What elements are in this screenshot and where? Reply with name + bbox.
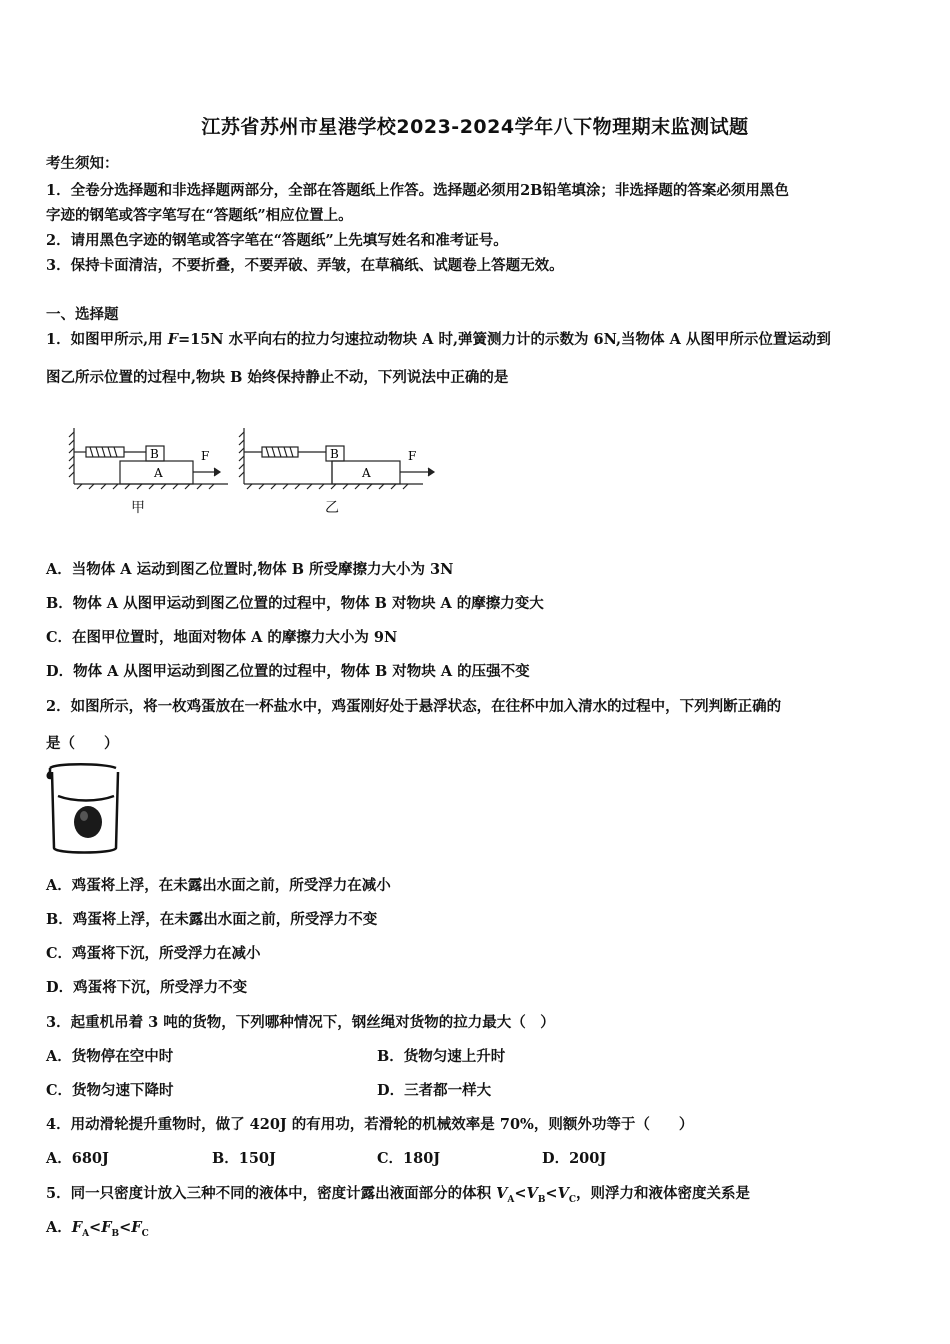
q4-option-b: B．150J — [212, 1150, 276, 1167]
figure-caption-jia: 甲 — [131, 500, 145, 516]
q2-option-d: D．鸡蛋将下沉，所受浮力不变 — [46, 979, 248, 996]
beaker-egg-figure — [44, 762, 126, 860]
q1-option-b: B．物体 A 从图甲运动到图乙位置的过程中，物体 B 对物块 A 的摩擦力变大 — [46, 595, 544, 612]
notice-item: 3．保持卡面清洁，不要折叠，不要弄破、弄皱，在草稿纸、试题卷上答题无效。 — [46, 257, 564, 274]
q2-option-c: C．鸡蛋将下沉，所受浮力在减小 — [46, 945, 261, 962]
q4-option-d: D．200J — [542, 1150, 607, 1167]
q1-option-a: A．当物体 A 运动到图乙位置时,物体 B 所受摩擦力大小为 3N — [46, 561, 454, 578]
q5-option-a: A．$F_A<F_B<F_C$ — [46, 1219, 149, 1239]
q2-stem-line1: 2．如图所示，将一枚鸡蛋放在一杯盐水中，鸡蛋刚好处于悬浮状态，在往杯中加入清水的过程中，下列判断正确的 — [46, 698, 782, 715]
q1-option-d: D．物体 A 从图甲运动到图乙位置的过程中，物体 B 对物块 A 的压强不变 — [46, 663, 530, 680]
label-a: A — [154, 466, 163, 480]
q4-stem: 4．用动滑轮提升重物时，做了 420J 的有用功，若滑轮的机械效率是 70%，则额外功等于（ ） — [46, 1116, 694, 1133]
q3-option-c: C．货物匀速下降时 — [46, 1082, 174, 1099]
q5-stem: 5．同一只密度计放入三种不同的液体中，密度计露出液面部分的体积 $V_A<V_B<V_C$，则浮力和液体密度关系是 — [46, 1185, 751, 1205]
q2-option-b: B．鸡蛋将上浮，在未露出水面之前，所受浮力不变 — [46, 911, 378, 928]
notice-item: 字迹的钢笔或答字笔写在“答题纸”相应位置上。 — [46, 207, 353, 224]
figure-caption-yi: 乙 — [325, 500, 339, 516]
q1-stem-line2: 图乙所示位置的过程中,物块 B 始终保持静止不动，下列说法中正确的是 — [46, 369, 509, 386]
q1-figure-yi — [238, 426, 438, 492]
q1-option-c: C．在图甲位置时，地面对物体 A 的摩擦力大小为 9N — [46, 629, 398, 646]
notice-heading: 考生须知： — [46, 155, 119, 172]
label-f: F — [201, 449, 210, 463]
q4-option-a: A．680J — [46, 1150, 109, 1167]
q2-stem-line2: 是（ ） — [46, 735, 119, 752]
label-a: A — [362, 466, 371, 480]
notice-item: 2．请用黑色字迹的钢笔或答字笔在“答题纸”上先填写姓名和准考证号。 — [46, 232, 508, 249]
page-title: 江苏省苏州市星港学校2023-2024学年八下物理期末监测试题 — [201, 116, 749, 138]
notice-item: 1．全卷分选择题和非选择题两部分，全部在答题纸上作答。选择题必须用2B铅笔填涂；非选择题的答案必须用黑色 — [46, 182, 789, 199]
q1-stem-line1: 1．如图甲所示,用 F=15N 水平向右的拉力匀速拉动物块 A 时,弹簧测力计的示数为 6N,当物体 A 从图甲所示位置运动到 — [46, 331, 831, 348]
label-f: F — [408, 449, 417, 463]
q3-stem: 3．起重机吊着 3 吨的货物，下列哪种情况下，钢丝绳对货物的拉力最大（ ） — [46, 1014, 555, 1031]
q2-option-a: A．鸡蛋将上浮，在未露出水面之前，所受浮力在减小 — [46, 877, 391, 894]
label-b: B — [150, 447, 159, 461]
q4-option-c: C．180J — [377, 1150, 441, 1167]
q3-option-b: B．货物匀速上升时 — [377, 1048, 506, 1065]
q1-figure-jia — [68, 426, 238, 492]
q3-option-a: A．货物停在空中时 — [46, 1048, 174, 1065]
label-b: B — [330, 447, 339, 461]
section-heading: 一、选择题 — [46, 306, 119, 323]
q3-option-d: D．三者都一样大 — [377, 1082, 492, 1099]
